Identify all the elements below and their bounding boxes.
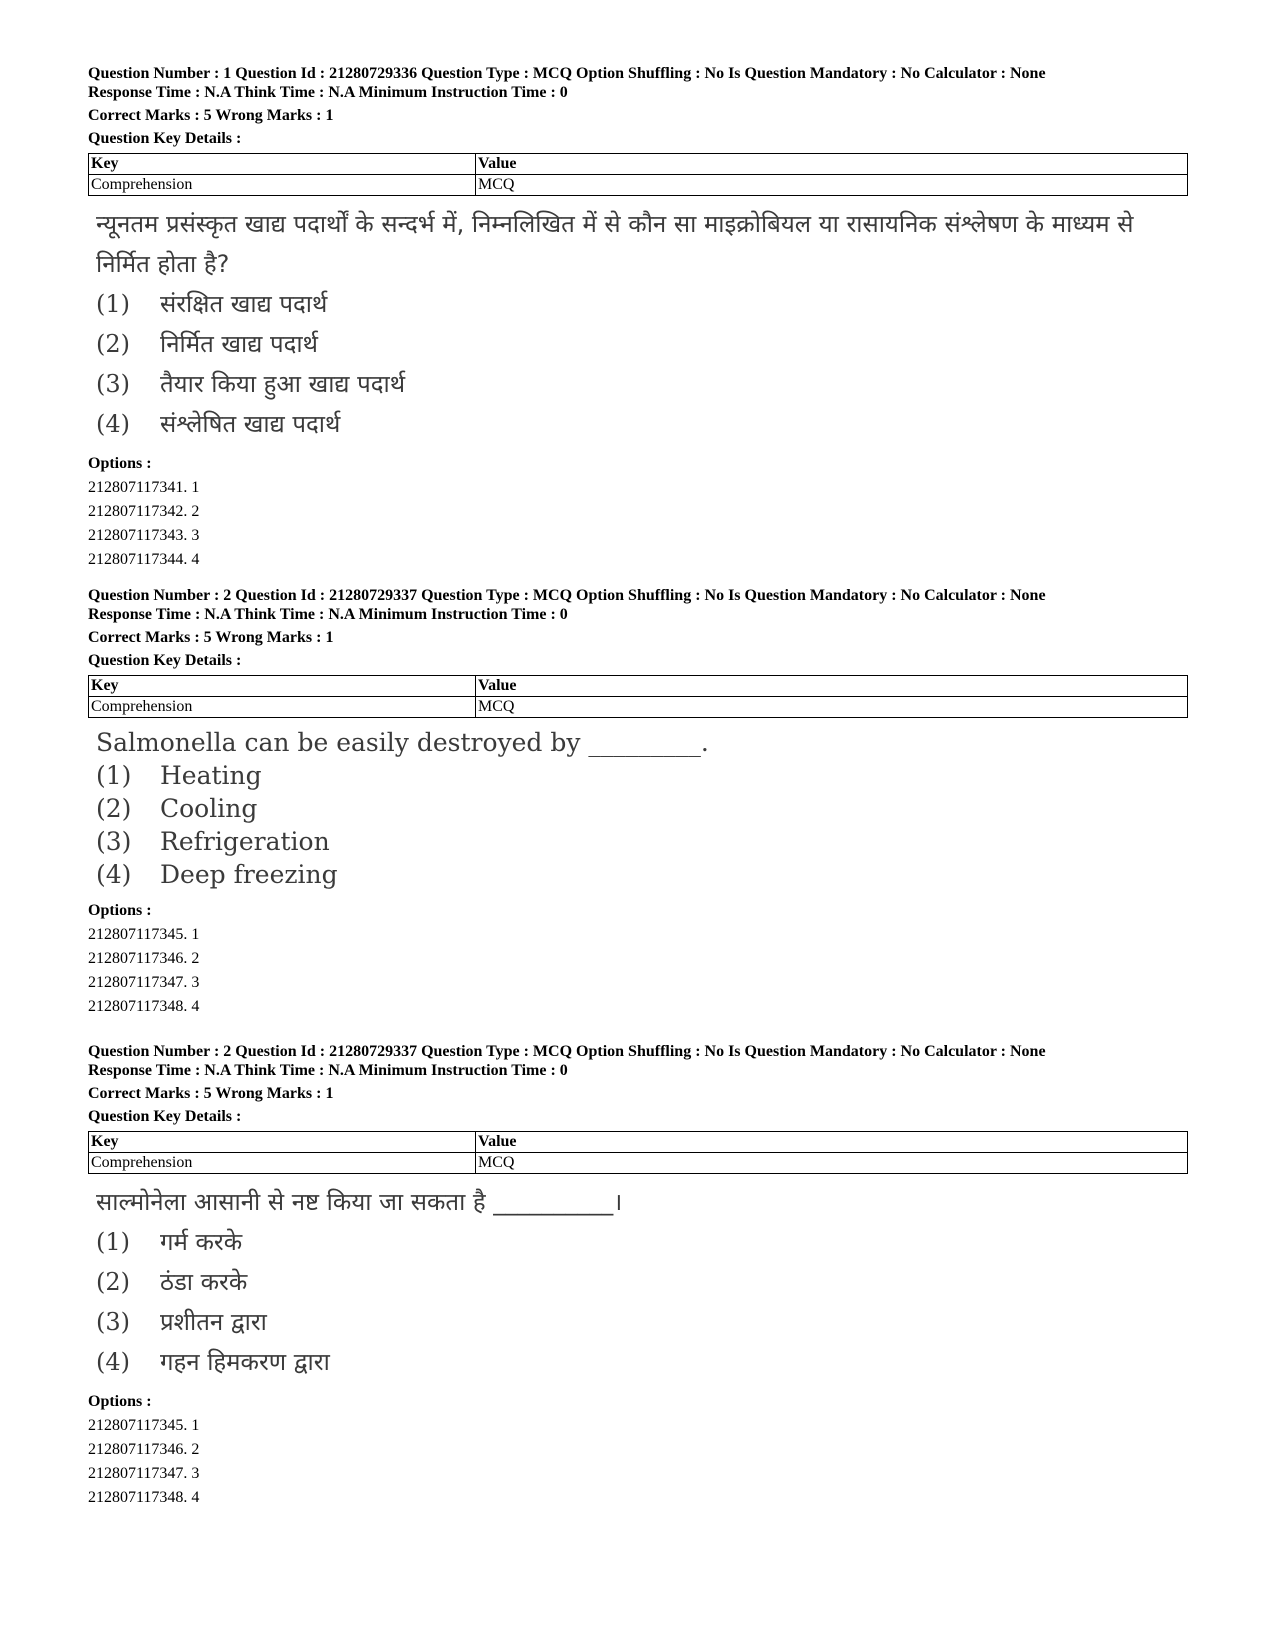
choice-number: (2) xyxy=(96,330,130,358)
choice-number: (1) xyxy=(96,1228,130,1256)
choice-item xyxy=(96,284,1188,324)
choice-item xyxy=(96,1302,1188,1342)
option-id: 212807117344. 4 xyxy=(88,551,200,568)
question-meta-line: Question Number : 2 Question Id : 21280729337 Question Type : MCQ Option Shuffling : No Is Question Mandatory : No Calculator : None xyxy=(88,1043,1046,1060)
options-label: Options : xyxy=(88,902,152,919)
option-id: 212807117342. 2 xyxy=(88,503,200,520)
question-content xyxy=(96,204,1188,444)
question-content xyxy=(96,1182,1188,1382)
table-header-value: Value xyxy=(476,676,1188,697)
question-content xyxy=(96,726,1188,891)
choice-text: संरक्षित खाद्य पदार्थ xyxy=(160,290,328,318)
choice-text: Heating xyxy=(160,761,262,790)
key-details-label: Question Key Details : xyxy=(88,652,242,669)
question-text: न्यूनतम प्रसंस्कृत खाद्य पदार्थों के सन्दर्भ में, निम्नलिखित में से कौन सा माइक्रोबियल या रासायनिक संश्लेषण के माध्यम से निर्मित होता है? xyxy=(96,210,1134,278)
choice-number: (2) xyxy=(96,1268,130,1296)
option-id: 212807117348. 4 xyxy=(88,998,200,1015)
choice-item xyxy=(96,759,1188,792)
key-details-table xyxy=(88,675,1188,718)
choice-number: (3) xyxy=(96,1308,130,1336)
table-cell-value: MCQ xyxy=(476,175,1188,196)
choice-text: निर्मित खाद्य पदार्थ xyxy=(160,330,318,358)
choice-text: गर्म करके xyxy=(160,1228,243,1256)
question-marks: Correct Marks : 5 Wrong Marks : 1 xyxy=(88,629,334,646)
table-header-value: Value xyxy=(476,154,1188,175)
table-cell-value: MCQ xyxy=(476,697,1188,718)
key-details-table xyxy=(88,153,1188,196)
choice-number: (1) xyxy=(96,761,132,790)
choice-text: गहन हिमकरण द्वारा xyxy=(160,1348,330,1376)
option-id: 212807117345. 1 xyxy=(88,1417,200,1434)
question-block-3 xyxy=(88,1042,1188,1510)
choice-text: प्रशीतन द्वारा xyxy=(160,1308,267,1336)
question-timing-line: Response Time : N.A Think Time : N.A Minimum Instruction Time : 0 xyxy=(88,606,568,623)
choice-item xyxy=(96,1262,1188,1302)
table-header-key: Key xyxy=(89,676,476,697)
choice-number: (4) xyxy=(96,410,130,438)
choice-number: (4) xyxy=(96,860,132,889)
choice-number: (4) xyxy=(96,1348,130,1376)
option-id: 212807117348. 4 xyxy=(88,1489,200,1506)
option-id: 212807117346. 2 xyxy=(88,950,200,967)
choice-item xyxy=(96,324,1188,364)
option-id: 212807117345. 1 xyxy=(88,926,200,943)
question-block-1 xyxy=(88,64,1188,572)
choice-number: (3) xyxy=(96,827,132,856)
table-cell-key: Comprehension xyxy=(89,175,476,196)
question-meta-line: Question Number : 1 Question Id : 21280729336 Question Type : MCQ Option Shuffling : No Is Question Mandatory : No Calculator : None xyxy=(88,65,1046,82)
choice-item xyxy=(96,364,1188,404)
key-details-label: Question Key Details : xyxy=(88,1108,242,1125)
option-id: 212807117347. 3 xyxy=(88,1465,200,1482)
question-text: Salmonella can be easily destroyed by _________. xyxy=(96,728,709,757)
choice-text: Deep freezing xyxy=(160,860,338,889)
question-marks: Correct Marks : 5 Wrong Marks : 1 xyxy=(88,107,334,124)
table-header-value: Value xyxy=(476,1132,1188,1153)
key-details-label: Question Key Details : xyxy=(88,130,242,147)
option-id: 212807117346. 2 xyxy=(88,1441,200,1458)
table-cell-value: MCQ xyxy=(476,1153,1188,1174)
question-block-2 xyxy=(88,586,1188,1019)
question-meta-line: Question Number : 2 Question Id : 21280729337 Question Type : MCQ Option Shuffling : No Is Question Mandatory : No Calculator : None xyxy=(88,587,1046,604)
choice-text: ठंडा करके xyxy=(160,1268,248,1296)
option-id: 212807117341. 1 xyxy=(88,479,200,496)
choice-item xyxy=(96,858,1188,891)
choice-text: Refrigeration xyxy=(160,827,330,856)
question-marks: Correct Marks : 5 Wrong Marks : 1 xyxy=(88,1085,334,1102)
table-cell-key: Comprehension xyxy=(89,697,476,718)
choice-number: (1) xyxy=(96,290,130,318)
table-header-key: Key xyxy=(89,154,476,175)
choice-number: (3) xyxy=(96,370,130,398)
table-cell-key: Comprehension xyxy=(89,1153,476,1174)
question-text: साल्मोनेला आसानी से नष्ट किया जा सकता है __________। xyxy=(96,1188,623,1216)
option-id: 212807117343. 3 xyxy=(88,527,200,544)
choice-text: तैयार किया हुआ खाद्य पदार्थ xyxy=(160,370,406,398)
choice-item xyxy=(96,825,1188,858)
choice-number: (2) xyxy=(96,794,132,823)
choice-item xyxy=(96,1222,1188,1262)
choice-item xyxy=(96,404,1188,444)
choice-item xyxy=(96,792,1188,825)
options-label: Options : xyxy=(88,455,152,472)
question-timing-line: Response Time : N.A Think Time : N.A Minimum Instruction Time : 0 xyxy=(88,1062,568,1079)
options-label: Options : xyxy=(88,1393,152,1410)
question-timing-line: Response Time : N.A Think Time : N.A Minimum Instruction Time : 0 xyxy=(88,84,568,101)
choice-text: Cooling xyxy=(160,794,258,823)
choice-text: संश्लेषित खाद्य पदार्थ xyxy=(160,410,341,438)
key-details-table xyxy=(88,1131,1188,1174)
choice-item xyxy=(96,1342,1188,1382)
option-id: 212807117347. 3 xyxy=(88,974,200,991)
table-header-key: Key xyxy=(89,1132,476,1153)
